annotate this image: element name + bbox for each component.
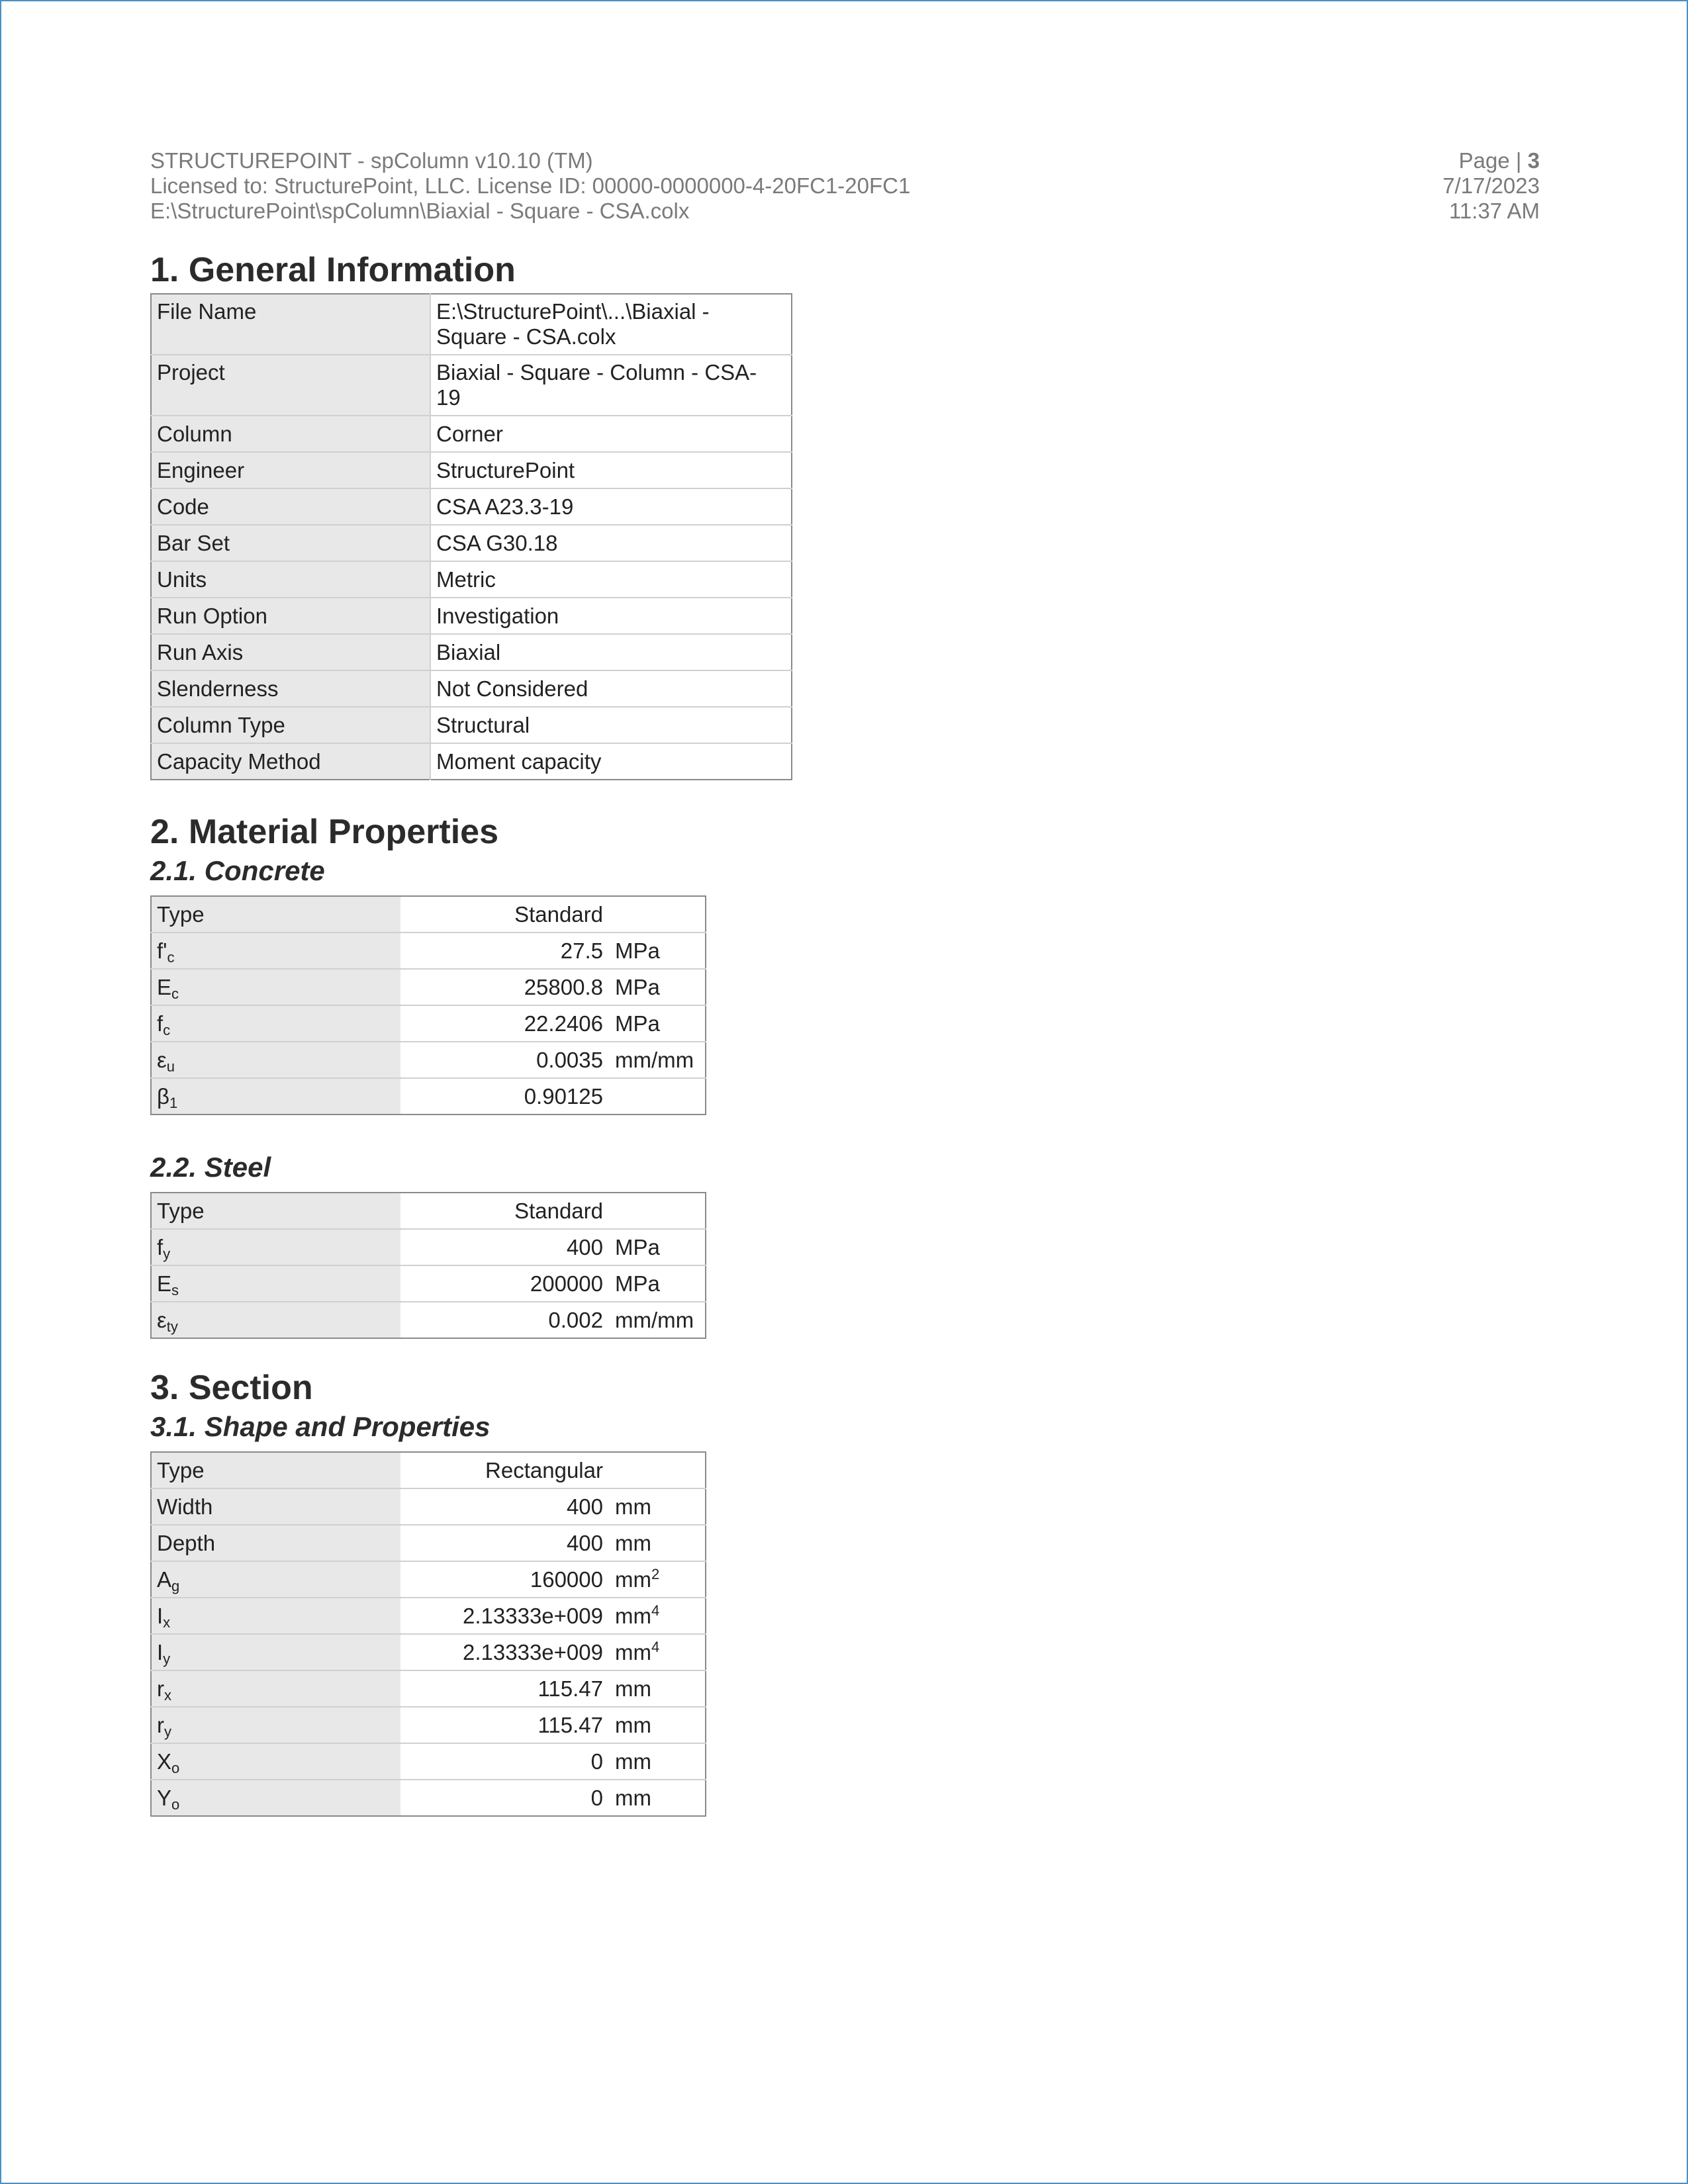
table-row <box>151 452 792 488</box>
report-time: 11:37 AM <box>1449 199 1540 223</box>
section-title-general: 1. General Information <box>150 251 516 289</box>
header-license-line: Licensed to: StructurePoint, LLC. License ID: 00000-0000000-4-20FC1-20FC1 <box>150 173 911 198</box>
row-value: 2.13333e+009 <box>400 1634 608 1670</box>
table-row <box>151 896 706 933</box>
row-key: Engineer <box>151 452 430 488</box>
row-value: 2.13333e+009 <box>400 1598 608 1634</box>
row-unit <box>608 1452 706 1488</box>
row-key: $E_c$ <box>151 969 400 1005</box>
row-value: 0 <box>590 1786 603 1810</box>
row-value: 0 <box>400 1743 608 1780</box>
row-key: Code <box>151 488 430 525</box>
row-value: 400 <box>400 1525 608 1561</box>
table-row <box>151 1743 706 1780</box>
row-unit: mm <box>608 1670 706 1707</box>
row-value: Corner <box>430 416 792 452</box>
row-key: $Y_o$ <box>151 1780 400 1816</box>
row-value: Structural <box>430 707 792 743</box>
row-unit: MPa <box>608 933 706 969</box>
row-value: 27.5 <box>400 933 608 969</box>
row-value: 115.47 <box>400 1707 608 1743</box>
row-key: $I_x$ <box>151 1598 400 1634</box>
table-row <box>151 670 792 707</box>
table-row <box>151 416 792 452</box>
table-row <box>151 1670 706 1707</box>
steel-properties-table <box>150 1192 706 1339</box>
row-value: 400 <box>400 1229 608 1265</box>
table-row <box>151 1042 706 1078</box>
row-unit: mm <box>608 1488 706 1525</box>
row-value: 25800.8 <box>400 969 608 1005</box>
page-label: Page | <box>1458 148 1528 173</box>
row-value: 0.002 <box>548 1308 603 1332</box>
table-row <box>151 1452 706 1488</box>
header-file-path-line: E:\StructurePoint\spColumn\Biaxial - Square - CSA.colx <box>150 199 690 223</box>
row-value: StructurePoint <box>430 452 792 488</box>
row-key: Depth <box>151 1525 400 1561</box>
row-key: $f_y$ <box>151 1229 400 1265</box>
row-value: 22.2406 <box>400 1005 608 1042</box>
row-key: $f_c$ <box>151 1005 400 1042</box>
general-info-table <box>150 293 792 780</box>
section-title-materials: 2. Material Properties <box>150 813 498 851</box>
report-date: 7/17/2023 <box>1442 173 1540 198</box>
table-row <box>151 1598 706 1634</box>
row-unit: mm <box>615 1786 651 1810</box>
table-row <box>151 1634 706 1670</box>
row-key: Type <box>151 1452 400 1488</box>
subsection-title-shape: 3.1. Shape and Properties <box>150 1411 491 1442</box>
table-row <box>151 1265 706 1302</box>
table-row <box>151 743 792 780</box>
row-value: 200000 <box>400 1265 608 1302</box>
subsection-title-steel: 2.2. Steel <box>150 1152 271 1183</box>
row-unit: mm/mm <box>615 1308 694 1332</box>
row-unit: MPa <box>608 1229 706 1265</box>
table-row <box>151 525 792 561</box>
report-header-right <box>1442 148 1540 224</box>
row-key: Slenderness <box>151 670 430 707</box>
row-key: $\varepsilon_{ty}$ <box>151 1302 400 1338</box>
row-key: $X_o$ <box>151 1743 400 1780</box>
row-key: $E_s$ <box>151 1265 400 1302</box>
row-value: 115.47 <box>400 1670 608 1707</box>
row-value: Metric <box>430 561 792 598</box>
row-key: Run Axis <box>151 634 430 670</box>
row-key: Run Option <box>151 598 430 634</box>
row-key: Type <box>151 896 400 933</box>
table-row <box>151 561 792 598</box>
row-key: $r_y$ <box>151 1707 400 1743</box>
row-key: $A_g$ <box>151 1561 400 1598</box>
row-key: File Name <box>151 294 430 355</box>
row-value: Rectangular <box>400 1452 608 1488</box>
row-value: Standard <box>400 896 608 933</box>
table-row <box>151 598 792 634</box>
row-unit <box>608 896 706 933</box>
row-key: Type <box>151 1193 400 1229</box>
row-key: $\beta_1$ <box>151 1078 400 1115</box>
row-value: 0.0035 <box>400 1042 608 1078</box>
row-value: Standard <box>400 1193 608 1229</box>
table-row <box>151 488 792 525</box>
table-row <box>151 1005 706 1042</box>
row-value: E:\StructurePoint\...\Biaxial - Square - CSA.colx <box>430 294 792 355</box>
table-row <box>151 1193 706 1229</box>
row-key: Project <box>151 355 430 416</box>
row-value: Biaxial <box>430 634 792 670</box>
table-row <box>151 634 792 670</box>
report-header-left <box>150 148 910 224</box>
row-unit <box>608 1078 706 1115</box>
section-title-section: 3. Section <box>150 1369 313 1407</box>
row-unit: MPa <box>608 1265 706 1302</box>
table-row <box>151 1780 706 1816</box>
row-key: $f'_c$ <box>151 933 400 969</box>
table-row <box>151 294 792 355</box>
row-unit: $mm^4$ <box>608 1598 706 1634</box>
table-row <box>151 1488 706 1525</box>
row-unit: mm/mm <box>608 1042 706 1078</box>
row-unit: $mm^2$ <box>608 1561 706 1598</box>
table-row <box>151 1525 706 1561</box>
page-indicator <box>1442 148 1540 173</box>
row-unit: mm <box>608 1707 706 1743</box>
table-row <box>151 707 792 743</box>
row-key: Width <box>151 1488 400 1525</box>
row-value: 0.90125 <box>524 1084 603 1109</box>
row-value: CSA G30.18 <box>430 525 792 561</box>
shape-properties-table <box>150 1451 706 1817</box>
header-software-line: STRUCTUREPOINT - spColumn v10.10 (TM) <box>150 148 593 173</box>
row-value: 160000 <box>400 1561 608 1598</box>
row-key: Bar Set <box>151 525 430 561</box>
row-key: Column <box>151 416 430 452</box>
row-unit: $mm^4$ <box>608 1634 706 1670</box>
concrete-properties-table <box>150 895 706 1115</box>
row-value: Biaxial - Square - Column - CSA- 19 <box>430 355 792 416</box>
row-value: Investigation <box>430 598 792 634</box>
row-unit <box>608 1193 706 1229</box>
row-value: 400 <box>400 1488 608 1525</box>
row-unit: MPa <box>608 1005 706 1042</box>
table-row <box>151 355 792 416</box>
table-row <box>151 1561 706 1598</box>
table-row <box>151 933 706 969</box>
table-row <box>151 1078 706 1115</box>
table-row <box>151 969 706 1005</box>
row-key: $I_y$ <box>151 1634 400 1670</box>
row-key: $r_x$ <box>151 1670 400 1707</box>
row-unit: mm <box>608 1525 706 1561</box>
row-key: Column Type <box>151 707 430 743</box>
row-key: Units <box>151 561 430 598</box>
row-value: Not Considered <box>430 670 792 707</box>
table-row <box>151 1229 706 1265</box>
row-value: CSA A23.3-19 <box>430 488 792 525</box>
row-key: $\varepsilon_u$ <box>151 1042 400 1078</box>
row-unit: mm <box>608 1743 706 1780</box>
page-number: 3 <box>1527 148 1540 173</box>
row-value: Moment capacity <box>430 743 792 780</box>
table-row <box>151 1707 706 1743</box>
row-unit: MPa <box>608 969 706 1005</box>
table-row <box>151 1302 706 1338</box>
subsection-title-concrete: 2.1. Concrete <box>150 855 325 886</box>
row-key: Capacity Method <box>151 743 430 780</box>
